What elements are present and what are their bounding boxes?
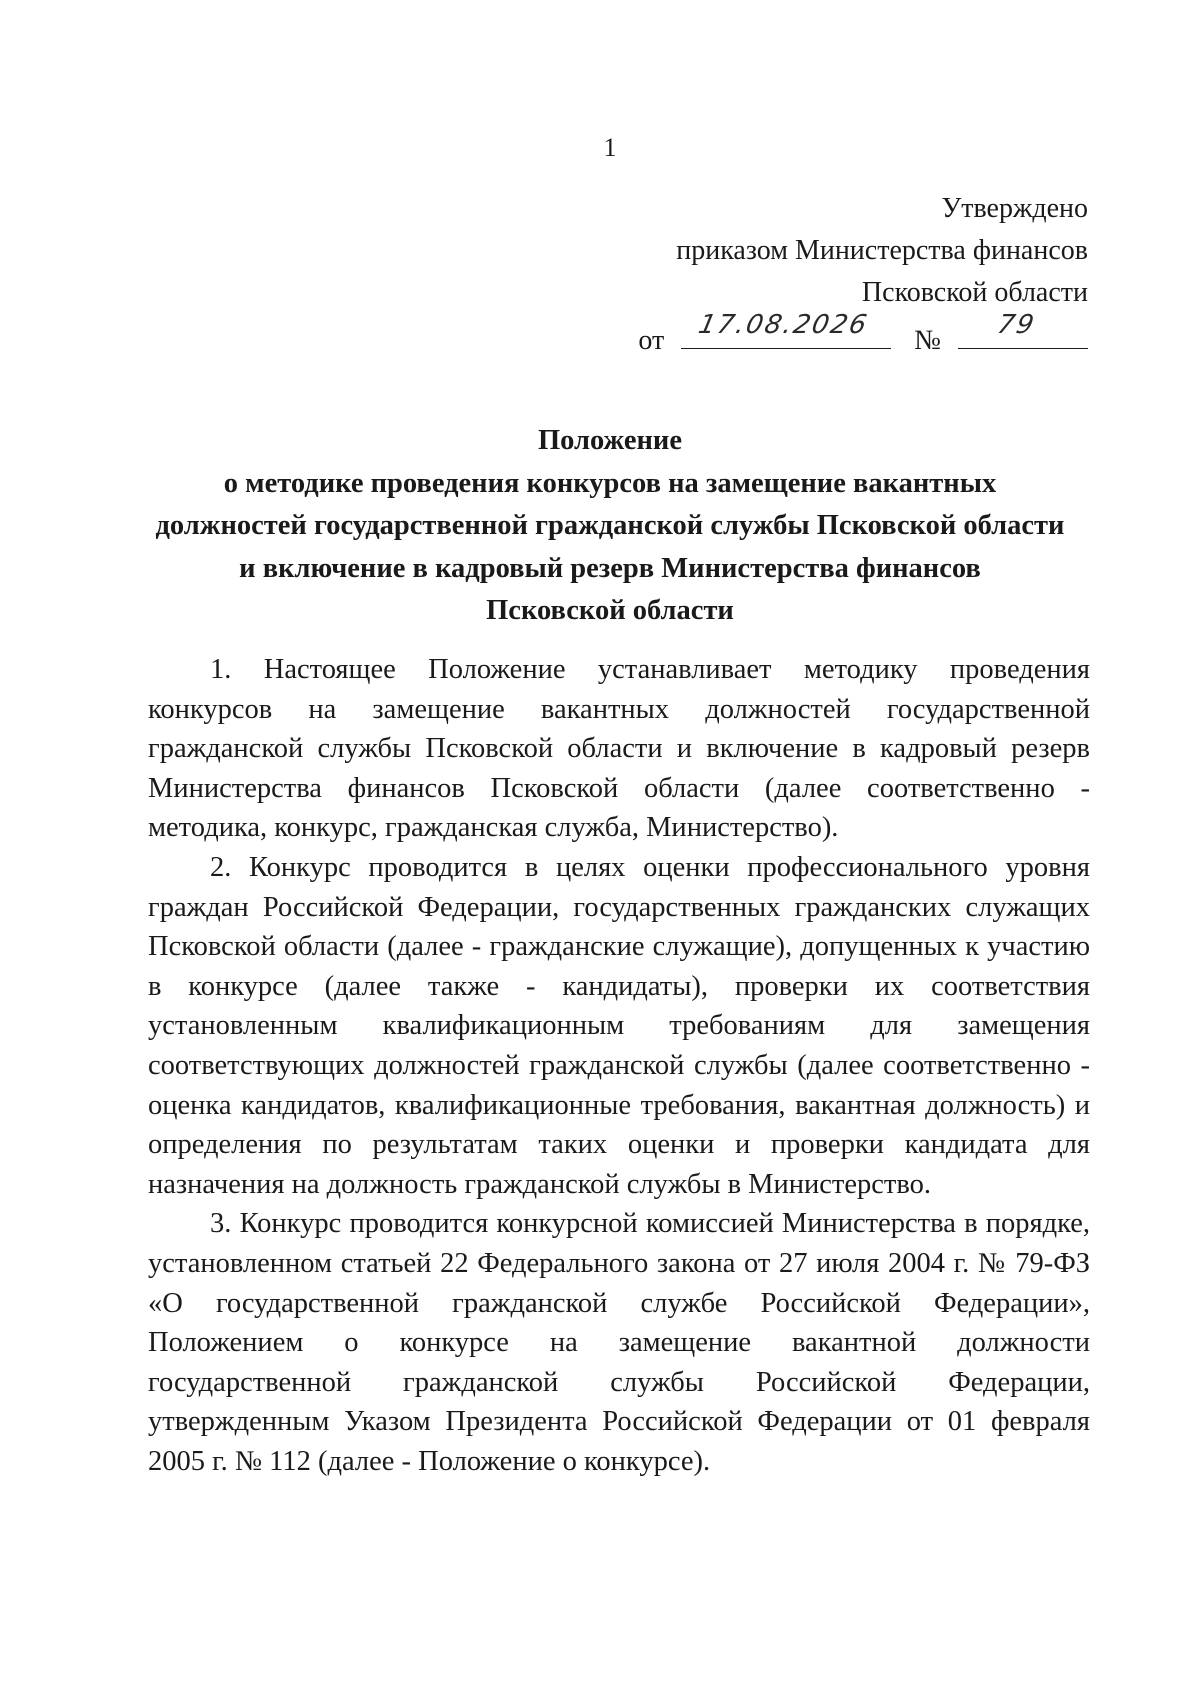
paragraph-2: 2. Конкурс проводится в целях оценки профессионального уровня граждан Российской Федерации, государственных гражданских служащих Псковской области (далее - гражданские служащие), допущенных к участию в конкурсе (далее также - кандидаты), проверки их соответствия установленным квалификационным требованиям для замещения соответствующих должностей гражданской службы (далее соответственно - оценка кандидатов, квалификационные требования, вакантная должность) и определения по результатам таких оценки и проверки кандидата для назначения на должность гражданской службы в Министерство. — [148, 851, 1090, 1200]
handwritten-date: 17.08.2026 — [696, 310, 872, 340]
date-prefix: от — [638, 325, 665, 356]
document-body — [148, 650, 1090, 1481]
approval-line-approved: Утверждено — [941, 193, 1088, 224]
approval-line-region: Псковской области — [861, 277, 1088, 308]
approval-stamp-block — [568, 188, 1088, 362]
number-sign: № — [914, 325, 941, 356]
page-number: 1 — [603, 133, 617, 162]
paragraph-3: 3. Конкурс проводится конкурсной комиссией Министерства в порядке, установленном статьей 22 Федерального закона от 27 июля 2004 г. № 79-ФЗ «О государственной гражданской службе Российской Федерации», Положением о конкурсе на замещение вакантной должности государственной гражданской службы Российской Федерации, утвержденным Указом Президента Российской Федерации от 01 февраля 2005 г. № 112 (далее - Положение о конкурсе). — [148, 1208, 1090, 1477]
title-line-5: Псковской области — [486, 595, 734, 626]
title-line-3: должностей государственной гражданской службы Псковской области — [155, 510, 1065, 541]
date-blank — [681, 310, 891, 349]
approval-date-row — [568, 310, 1088, 362]
title-line-1: Положение — [537, 425, 682, 456]
title-line-4: и включение в кадровый резерв Министерства финансов — [239, 552, 981, 584]
document-title — [110, 420, 1110, 633]
approval-line-order: приказом Министерства финансов — [676, 235, 1088, 266]
paragraph-1: 1. Настоящее Положение устанавливает методику проведения конкурсов на замещение вакантных должностей государственной гражданской службы Псковской области и включение в кадровый резерв Министерства финансов Псковской области (далее соответственно - методика, конкурс, гражданская служба, Министерство). — [148, 654, 1090, 844]
title-line-2: о методике проведения конкурсов на замещение вакантных — [223, 467, 997, 499]
number-blank — [958, 310, 1088, 349]
handwritten-number: 79 — [994, 310, 1039, 340]
